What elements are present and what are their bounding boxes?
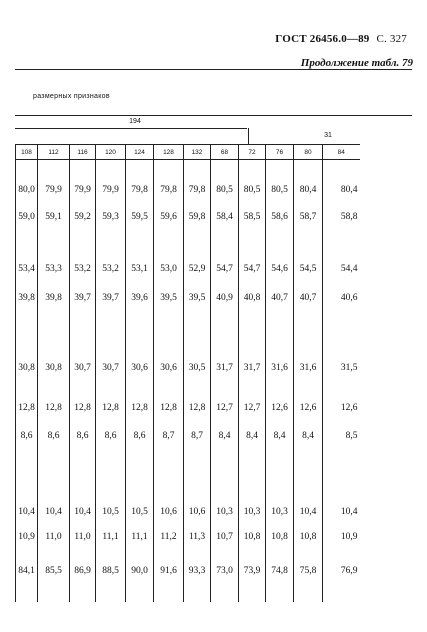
table-cell: 40,8	[239, 280, 266, 316]
standard-number: ГОСТ 26456.0—89	[275, 33, 370, 45]
group-divider	[248, 128, 249, 144]
table-cell: 75,8	[294, 556, 323, 586]
table-cell: 59,2	[70, 200, 96, 234]
table-cell: 31,7	[239, 356, 266, 380]
table-cell: 10,4	[70, 498, 96, 526]
table-cell: 10,3	[266, 498, 294, 526]
table-cell: 12,7	[239, 394, 266, 422]
table-cell: 59,5	[126, 200, 154, 234]
table-cell: 53,4	[16, 258, 38, 280]
table-cell: 30,6	[126, 356, 154, 380]
table-cell: 79,9	[70, 180, 96, 200]
table-cell: 30,7	[70, 356, 96, 380]
table-cell: 10,3	[239, 498, 266, 526]
table-cell: 31,6	[266, 356, 294, 380]
table-cell: 11,1	[96, 526, 126, 548]
table-cell: 84,1	[16, 556, 38, 586]
table-row	[16, 180, 360, 200]
table-row	[16, 280, 360, 316]
column-header: 128	[154, 145, 184, 160]
table-cell: 10,9	[16, 526, 38, 548]
table-cell: 10,8	[266, 526, 294, 548]
table-cell: 30,7	[96, 356, 126, 380]
table-cell: 12,7	[211, 394, 239, 422]
table-cell: 10,4	[294, 498, 323, 526]
table-cell: 8,6	[16, 422, 38, 450]
table-cell: 86,9	[70, 556, 96, 586]
table-cell: 58,8	[323, 200, 360, 234]
table-cell: 39,8	[16, 280, 38, 316]
column-header: 124	[126, 145, 154, 160]
data-table	[15, 144, 360, 602]
table-cell: 40,7	[294, 280, 323, 316]
table-cell: 53,3	[38, 258, 70, 280]
table-cell: 40,9	[211, 280, 239, 316]
table-cell: 80,4	[294, 180, 323, 200]
spacer-row	[16, 380, 360, 394]
table-cell: 54,7	[239, 258, 266, 280]
table-cell: 12,6	[294, 394, 323, 422]
table-cell: 79,8	[126, 180, 154, 200]
spacer-row	[16, 548, 360, 556]
table-cell: 8,6	[96, 422, 126, 450]
table-cell: 76,9	[323, 556, 360, 586]
table-cell: 39,7	[70, 280, 96, 316]
table-row	[16, 356, 360, 380]
table-cell: 12,8	[184, 394, 211, 422]
column-header: 120	[96, 145, 126, 160]
table-cell: 30,5	[184, 356, 211, 380]
running-header	[275, 33, 407, 45]
table-cell: 31,5	[323, 356, 360, 380]
table-cell: 10,6	[154, 498, 184, 526]
table-cell: 74,8	[266, 556, 294, 586]
table-cell: 10,3	[211, 498, 239, 526]
table-cell: 10,5	[96, 498, 126, 526]
table-cell: 11,0	[38, 526, 70, 548]
table-cell: 58,5	[239, 200, 266, 234]
group-label-right: 31	[324, 132, 332, 139]
table-cell: 93,3	[184, 556, 211, 586]
table-cell: 53,2	[70, 258, 96, 280]
table-cell: 10,5	[126, 498, 154, 526]
table-cell: 31,7	[211, 356, 239, 380]
column-header: 84	[323, 145, 360, 160]
table-cell: 8,4	[294, 422, 323, 450]
table-cell: 10,4	[16, 498, 38, 526]
table-row	[16, 498, 360, 526]
table-cell: 80,0	[16, 180, 38, 200]
table-cell: 90,0	[126, 556, 154, 586]
table-cell: 40,7	[266, 280, 294, 316]
table-top-rule	[15, 115, 412, 116]
table-cell: 30,6	[154, 356, 184, 380]
column-header: 108	[16, 145, 38, 160]
table-cell: 39,5	[154, 280, 184, 316]
table-cell: 12,8	[38, 394, 70, 422]
column-header: 72	[239, 145, 266, 160]
table-cell: 79,9	[38, 180, 70, 200]
table-row	[16, 526, 360, 548]
table-cell: 12,8	[16, 394, 38, 422]
column-header-row	[16, 145, 360, 160]
table-cell: 11,1	[126, 526, 154, 548]
table-cell: 59,6	[154, 200, 184, 234]
table-cell: 80,4	[323, 180, 360, 200]
table-cell: 73,0	[211, 556, 239, 586]
table-cell: 10,4	[323, 498, 360, 526]
table-cell: 54,5	[294, 258, 323, 280]
table-cell: 85,5	[38, 556, 70, 586]
table-cell: 52,9	[184, 258, 211, 280]
table-cell: 11,3	[184, 526, 211, 548]
table-continuation-label: Продолжение табл. 79	[300, 57, 413, 69]
table-cell: 31,6	[294, 356, 323, 380]
table-cell: 10,6	[184, 498, 211, 526]
table-cell: 8,5	[323, 422, 360, 450]
table-row	[16, 422, 360, 450]
table-cell: 10,4	[38, 498, 70, 526]
column-header: 112	[38, 145, 70, 160]
spacer-row	[16, 316, 360, 356]
table-cell: 8,4	[239, 422, 266, 450]
column-header: 68	[211, 145, 239, 160]
table-cell: 88,5	[96, 556, 126, 586]
table-cell: 30,8	[38, 356, 70, 380]
column-header: 132	[184, 145, 211, 160]
table-cell: 11,0	[70, 526, 96, 548]
table-cell: 8,4	[266, 422, 294, 450]
table-cell: 10,9	[323, 526, 360, 548]
table-cell: 58,6	[266, 200, 294, 234]
spacer-row	[16, 160, 360, 180]
table-cell: 8,7	[184, 422, 211, 450]
table-cell: 8,6	[38, 422, 70, 450]
column-header: 80	[294, 145, 323, 160]
table-cell: 79,9	[96, 180, 126, 200]
table-row	[16, 200, 360, 234]
group-left-underline	[15, 128, 247, 129]
table-caption: размерных признаков	[33, 93, 110, 100]
spacer-row	[16, 586, 360, 602]
table-cell: 10,7	[211, 526, 239, 548]
table-cell: 40,6	[323, 280, 360, 316]
table-cell: 12,8	[70, 394, 96, 422]
table-cell: 12,8	[126, 394, 154, 422]
table-cell: 54,4	[323, 258, 360, 280]
table-cell: 12,6	[323, 394, 360, 422]
table-cell: 80,5	[211, 180, 239, 200]
table-row	[16, 556, 360, 586]
table-cell: 58,4	[211, 200, 239, 234]
table-cell: 54,7	[211, 258, 239, 280]
table-cell: 39,5	[184, 280, 211, 316]
header-rule	[15, 69, 412, 70]
table-cell: 79,8	[154, 180, 184, 200]
table-cell: 10,8	[294, 526, 323, 548]
group-label-left: 194	[129, 118, 141, 125]
table-cell: 59,0	[16, 200, 38, 234]
table-cell: 8,6	[126, 422, 154, 450]
table-cell: 39,6	[126, 280, 154, 316]
table-cell: 59,8	[184, 200, 211, 234]
table-cell: 53,2	[96, 258, 126, 280]
table-cell: 12,8	[96, 394, 126, 422]
table-cell: 8,6	[70, 422, 96, 450]
table-cell: 59,1	[38, 200, 70, 234]
table-cell: 53,1	[126, 258, 154, 280]
table-cell: 12,8	[154, 394, 184, 422]
spacer-row	[16, 234, 360, 258]
table-cell: 30,8	[16, 356, 38, 380]
table-cell: 73,9	[239, 556, 266, 586]
table-cell: 39,8	[38, 280, 70, 316]
page-number: С. 327	[376, 33, 407, 45]
table-row	[16, 258, 360, 280]
table-cell: 8,7	[154, 422, 184, 450]
spacer-row	[16, 450, 360, 498]
table-cell: 8,4	[211, 422, 239, 450]
table-cell: 12,6	[266, 394, 294, 422]
table-cell: 91,6	[154, 556, 184, 586]
table-cell: 54,6	[266, 258, 294, 280]
table-cell: 80,5	[239, 180, 266, 200]
table-cell: 80,5	[266, 180, 294, 200]
table-cell: 39,7	[96, 280, 126, 316]
table-cell: 11,2	[154, 526, 184, 548]
table-cell: 53,0	[154, 258, 184, 280]
table-row	[16, 394, 360, 422]
table-cell: 79,8	[184, 180, 211, 200]
column-header: 116	[70, 145, 96, 160]
table-cell: 10,8	[239, 526, 266, 548]
table-cell: 59,3	[96, 200, 126, 234]
table-cell: 58,7	[294, 200, 323, 234]
column-header: 76	[266, 145, 294, 160]
